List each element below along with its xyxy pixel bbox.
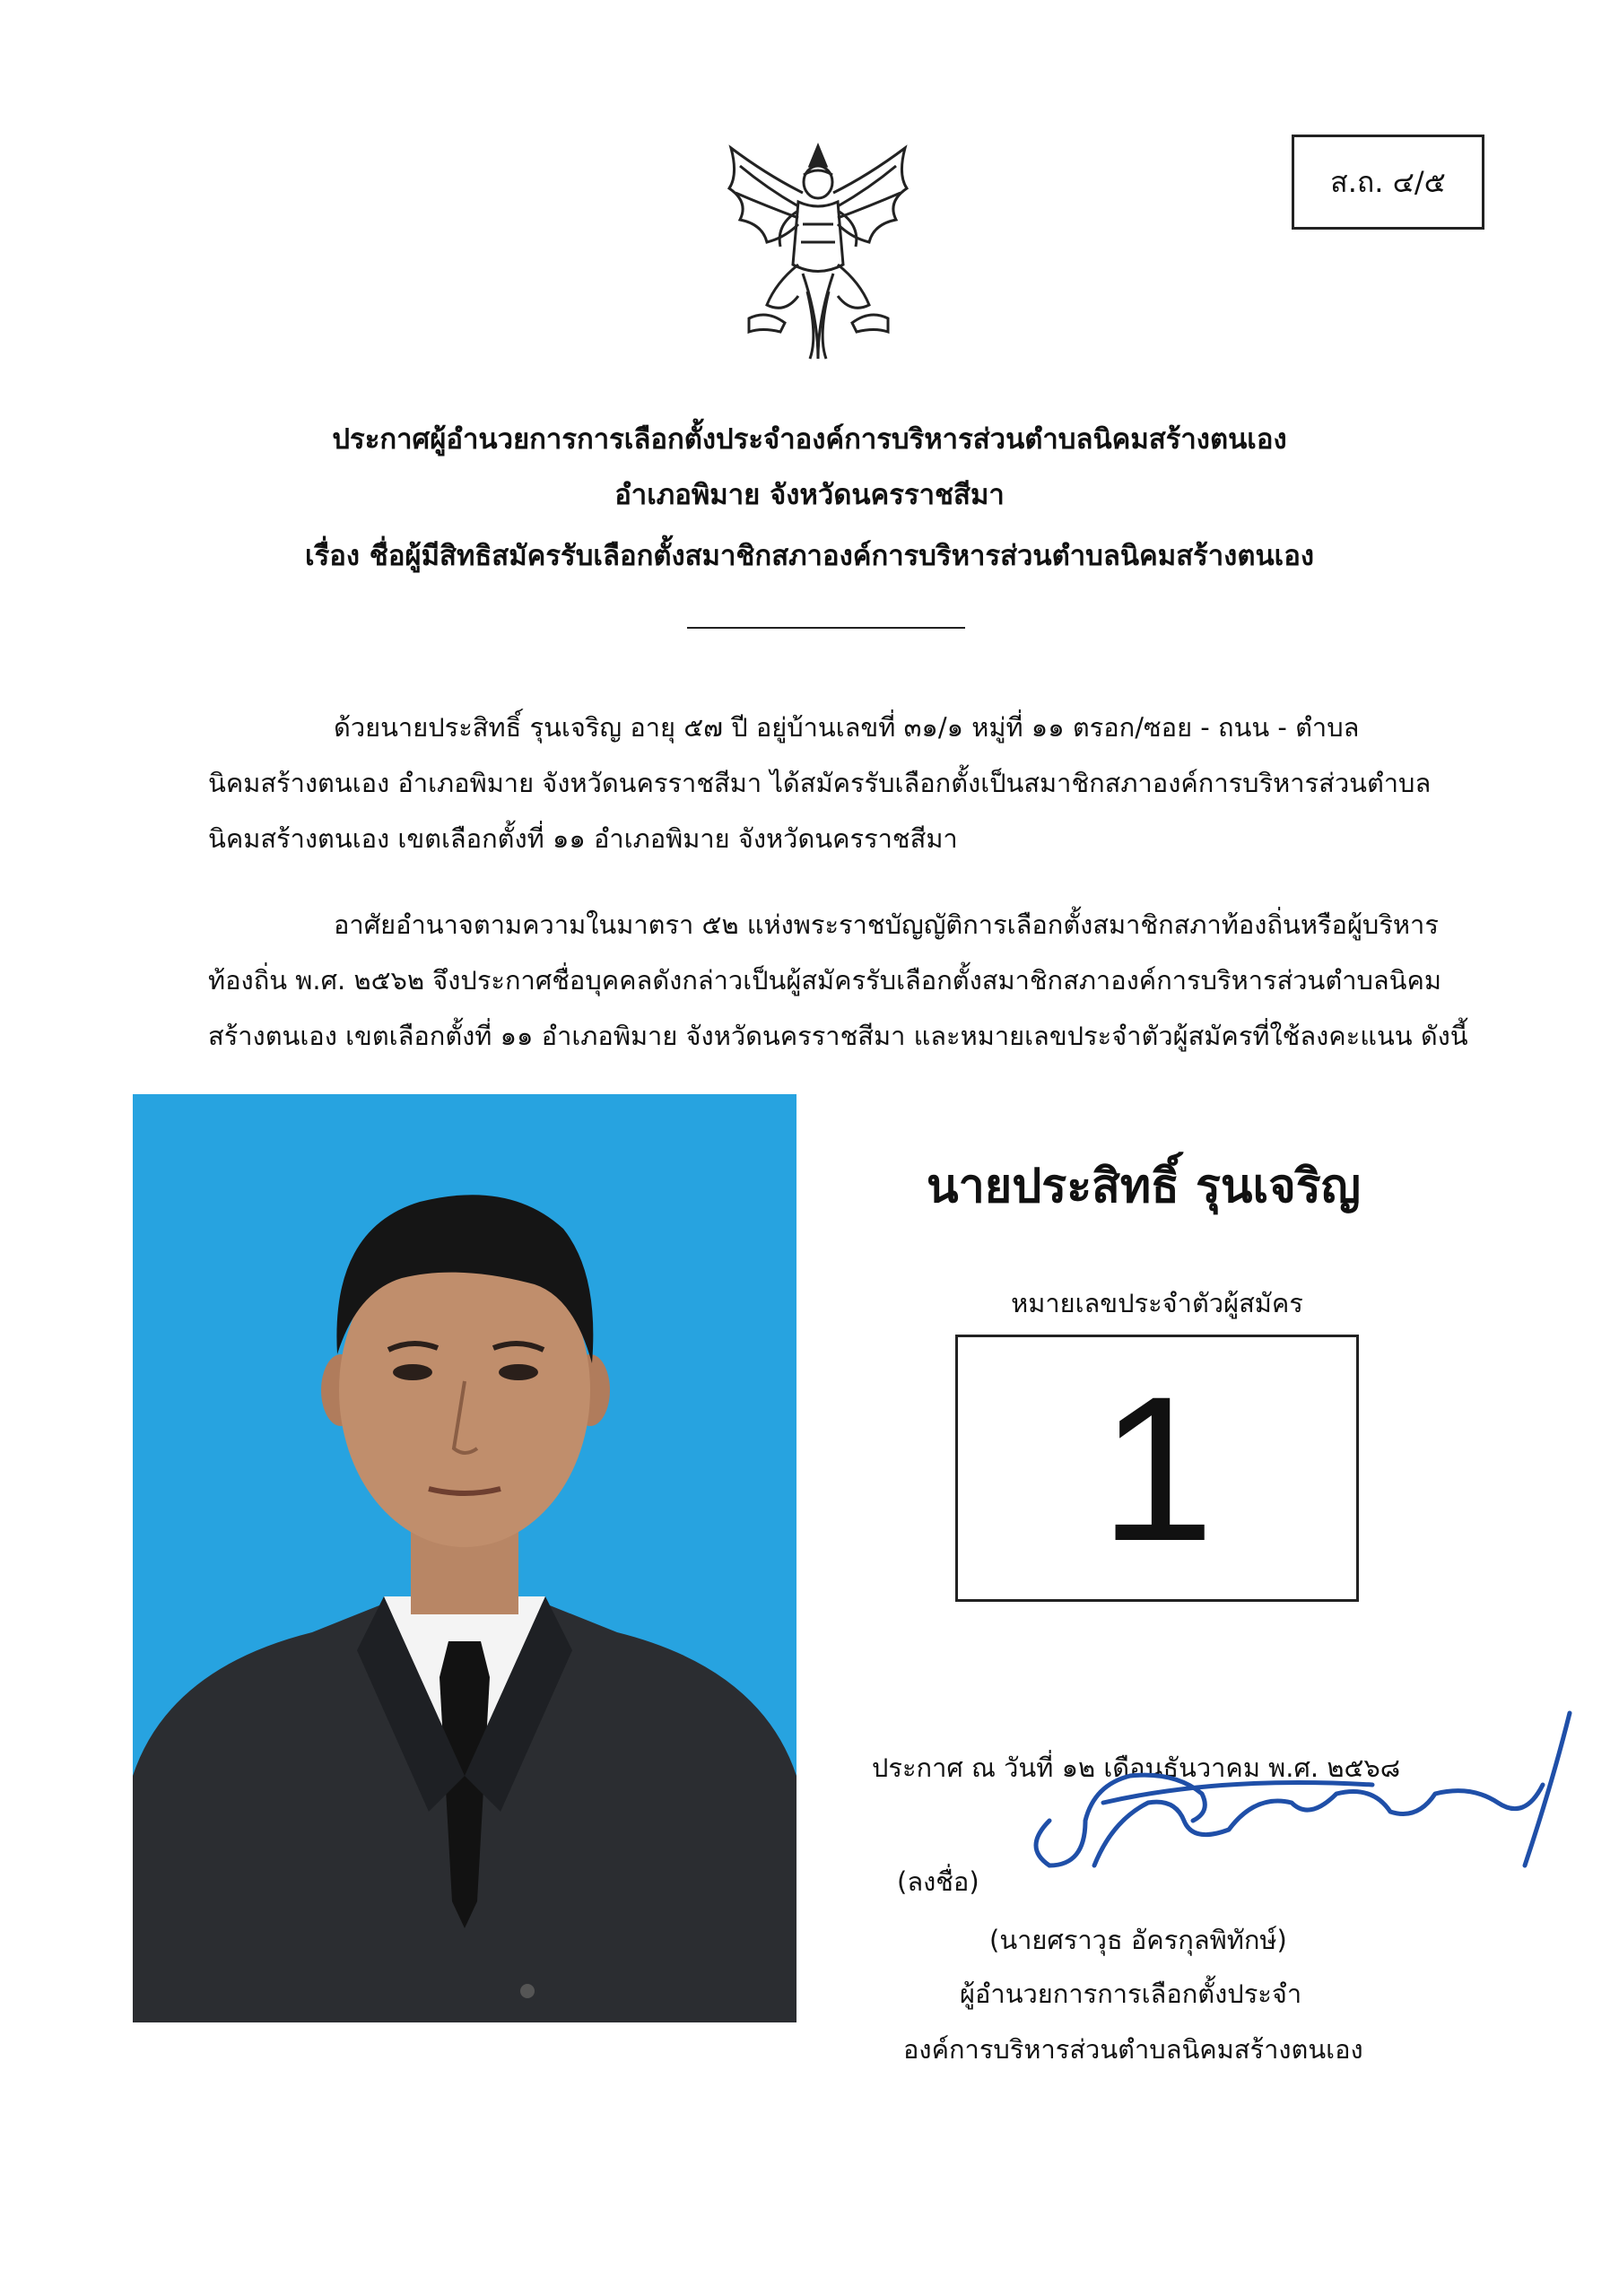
candidate-number-box [955, 1335, 1359, 1602]
body-p1-line-2: นิคมสร้างตนเอง อำเภอพิมาย จังหวัดนครราชสีมา ได้สมัครรับเลือกตั้งเป็นสมาชิกสภาองค์การบริหารส่วนตำบล [208, 768, 1432, 798]
candidate-portrait-icon [133, 1094, 796, 2022]
body-p2-line-1: อาศัยอำนาจตามความในมาตรา ๕๒ แห่งพระราชบัญญัติการเลือกตั้งสมาชิกสภาท้องถิ่นหรือผู้บริหาร [334, 909, 1439, 940]
signer-name: (นายศราวุธ อัครกุลพิทักษ์) [989, 1925, 1287, 1955]
body-p1-line-1: ด้วยนายประสิทธิ์ รุนเจริญ อายุ ๕๗ ปี อยู่บ้านเลขที่ ๓๑/๑ หมู่ที่ ๑๑ ตรอก/ซอย - ถนน - ตำบล [334, 712, 1360, 743]
body-p1-line-3: นิคมสร้างตนเอง เขตเลือกตั้งที่ ๑๑ อำเภอพิมาย จังหวัดนครราชสีมา [208, 823, 958, 854]
form-code: ส.ถ. ๔/๕ [1330, 164, 1446, 199]
signer-title-line-1: ผู้อำนวยการการเลือกตั้งประจำ [960, 1979, 1302, 2009]
body-paragraph-1 [208, 700, 1500, 866]
heading-line-2: อำเภอพิมาย จังหวัดนครราชสีมา [614, 479, 1005, 511]
candidate-photo [133, 1094, 796, 2022]
candidate-name: นายประสิทธิ์ รุนเจริญ [927, 1160, 1361, 1213]
heading-line-3: เรื่อง ชื่อผู้มีสิทธิสมัครรับเลือกตั้งสมาชิกสภาองค์การบริหารส่วนตำบลนิคมสร้างตนเอง [304, 540, 1314, 572]
candidate-number-label: หมายเลขประจำตัวผู้สมัคร [1011, 1288, 1303, 1318]
heading-line-1: ประกาศผู้อำนวยการการเลือกตั้งประจำองค์การบริหารส่วนตำบลนิคมสร้างตนเอง [332, 423, 1287, 456]
handwritten-signature-icon [996, 1686, 1606, 1910]
body-paragraph-2 [208, 897, 1500, 1064]
heading-divider [687, 627, 965, 629]
body-p2-line-2: ท้องถิ่น พ.ศ. ๒๕๖๒ จึงประกาศชื่อบุคคลดังกล่าวเป็นผู้สมัครรับเลือกตั้งสมาชิกสภาองค์การบริหารส่วนตำบลนิคม [208, 965, 1442, 996]
form-code-box [1292, 135, 1484, 230]
candidate-number: 1 [1100, 1352, 1214, 1584]
signer-title-line-2: องค์การบริหารส่วนตำบลนิคมสร้างตนเอง [903, 2034, 1363, 2065]
sign-label: (ลงชื่อ) [897, 1866, 979, 1897]
announcement-date: ประกาศ ณ วันที่ ๑๒ เดือนธันวาคม พ.ศ. ๒๕๖๘ [872, 1752, 1401, 1783]
body-p2-line-3: สร้างตนเอง เขตเลือกตั้งที่ ๑๑ อำเภอพิมาย จังหวัดนครราชสีมา และหมายเลขประจำตัวผู้สมัครที่ใช้ลงคะแนน ดังนี้ [208, 1021, 1468, 1051]
garuda-emblem-icon [713, 139, 924, 363]
